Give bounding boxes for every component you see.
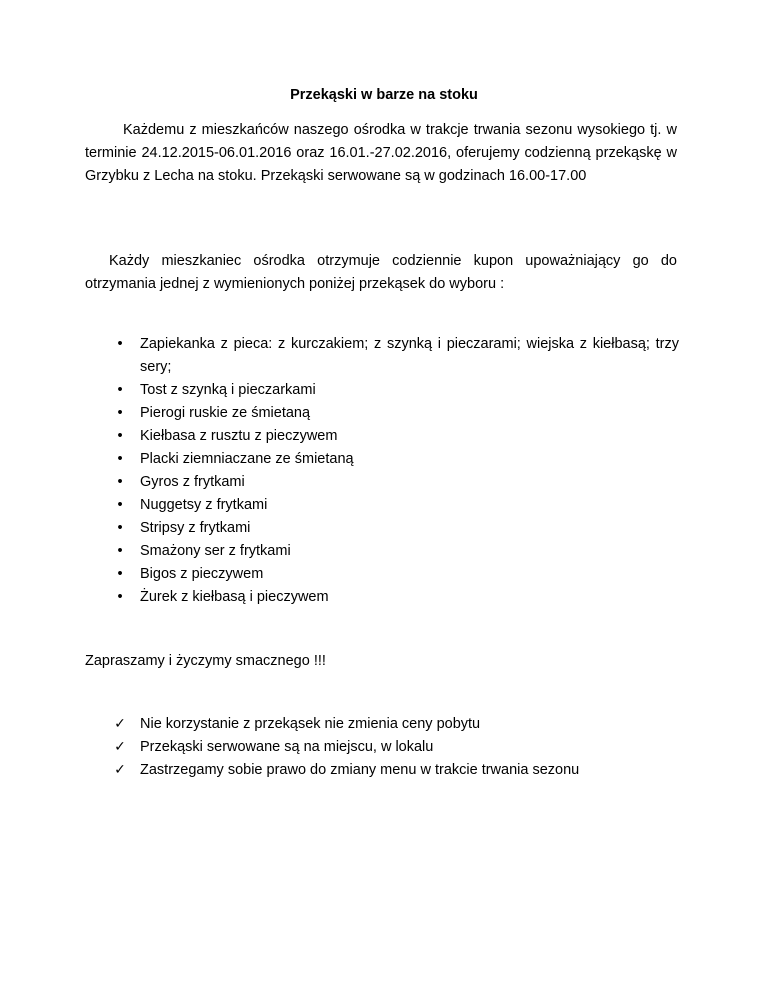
list-item-text: Placki ziemniaczane ze śmietaną — [140, 451, 354, 467]
bullet-icon: • — [117, 405, 123, 421]
list-item — [114, 379, 679, 402]
list-item-text: Żurek z kiełbasą i pieczywem — [140, 589, 329, 605]
list-item — [114, 494, 679, 517]
closing-line: Zapraszamy i życzymy smacznego !!! — [85, 653, 326, 669]
list-item-text: Zastrzegamy sobie prawo do zmiany menu w trakcie trwania sezonu — [140, 762, 580, 778]
list-item-text: Przekąski serwowane są na miejscu, w lokalu — [140, 739, 434, 755]
document-title: Przekąski w barze na stoku — [290, 87, 478, 103]
bullet-icon: • — [117, 543, 123, 559]
list-item — [114, 448, 679, 471]
bullet-icon: • — [117, 382, 123, 398]
list-item-text: Nuggetsy z frytkami — [140, 497, 268, 513]
list-item — [114, 517, 679, 540]
list-item-text: Tost z szynką i pieczarkami — [140, 382, 316, 398]
bullet-icon: • — [117, 566, 123, 582]
list-item — [114, 425, 679, 448]
list-item-text: Stripsy z frytkami — [140, 520, 251, 536]
list-item — [114, 586, 679, 609]
intro-paragraph: Każdemu z mieszkańców naszego ośrodka w trakcje trwania sezonu wysokiego tj. w terminie 24.12.2015-06.01.2016 oraz 16.01.-27.02.2016, oferujemy codzienną przekąskę w Grzybku z Lecha na stoku. Przekąski serwowane są w godzinach 16.00-17.00 — [85, 122, 677, 184]
list-item — [114, 333, 679, 379]
list-item — [113, 736, 713, 759]
list-item-text: Kiełbasa z rusztu z pieczywem — [140, 428, 338, 444]
list-item — [114, 471, 679, 494]
list-item-text: Bigos z pieczywem — [140, 566, 264, 582]
list-item-text: Zapiekanka z pieca: z kurczakiem; z szynką i pieczarami; wiejska z kiełbasą; trzy sery; — [140, 336, 679, 375]
bullet-icon: • — [117, 497, 123, 513]
bullet-icon: • — [117, 589, 123, 605]
snack-menu-list — [114, 333, 679, 609]
list-item-text: Smażony ser z frytkami — [140, 543, 291, 559]
list-item — [113, 713, 713, 736]
bullet-icon: • — [117, 336, 123, 352]
list-item — [113, 759, 713, 782]
checkmark-icon: ✓ — [114, 716, 126, 732]
list-item — [114, 402, 679, 425]
checkmark-icon: ✓ — [114, 739, 126, 755]
list-item-text: Gyros z frytkami — [140, 474, 245, 490]
coupon-paragraph: Każdy mieszkaniec ośrodka otrzymuje codziennie kupon upoważniający go do otrzymania jednej z wymienionych poniżej przekąsek do wyboru : — [85, 253, 677, 292]
list-item — [114, 540, 679, 563]
notes-checklist — [113, 713, 713, 782]
list-item-text: Pierogi ruskie ze śmietaną — [140, 405, 311, 421]
list-item — [114, 563, 679, 586]
bullet-icon: • — [117, 451, 123, 467]
bullet-icon: • — [117, 474, 123, 490]
list-item-text: Nie korzystanie z przekąsek nie zmienia ceny pobytu — [140, 716, 481, 732]
bullet-icon: • — [117, 428, 123, 444]
checkmark-icon: ✓ — [114, 762, 126, 778]
bullet-icon: • — [117, 520, 123, 536]
